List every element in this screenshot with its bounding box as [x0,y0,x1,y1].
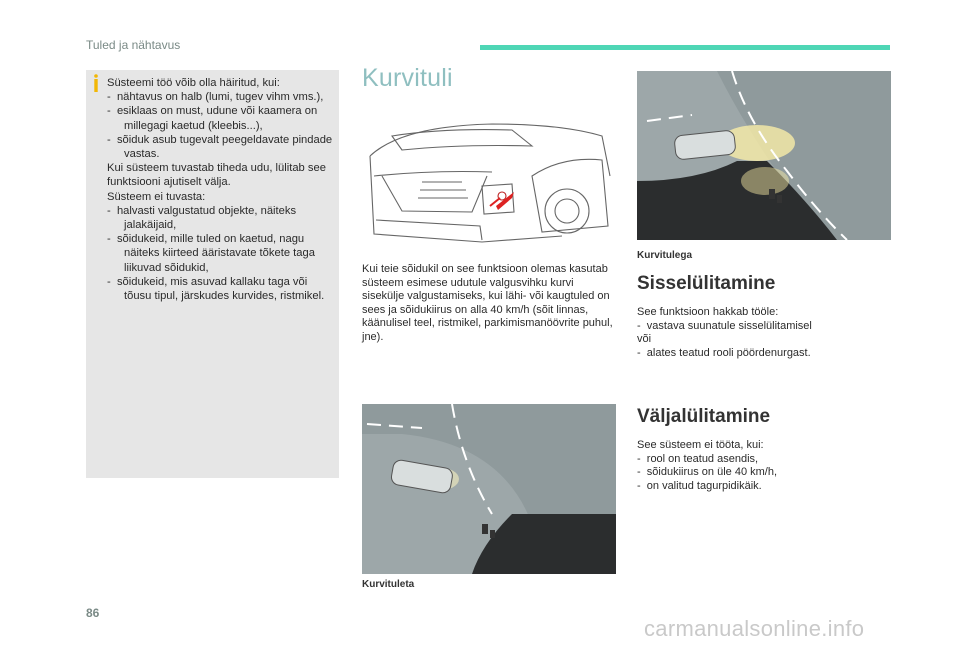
page-number: 86 [86,606,100,620]
watermark: carmanualsonline.info [644,616,865,641]
switch-off-item: - on valitud tagurpidikäik. [637,479,762,492]
switch-off-intro: See süsteem ei tööta, kui: [637,439,764,451]
section-title: Tuled ja nähtavus [86,38,181,52]
switch-on-or: või [637,333,652,346]
note-intro-2: Süsteem ei tuvasta: [107,190,206,203]
page-title: Kurvituli [362,64,453,92]
switch-on-item: - alates teatud rooli pöördenurgast. [637,346,811,359]
note-intro: Süsteemi töö võib olla häiritud, kui: [107,77,280,89]
note-item: - halvasti valgustatud objekte, näiteks jalakäijaid, [107,204,297,232]
switch-off-item: - sõidukiirus on üle 40 km/h, [637,466,778,479]
heading-switch-off: Väljalülitamine [637,406,771,427]
info-icon [92,74,100,92]
info-note-text [107,76,333,303]
car-front-illustration [362,116,616,248]
switch-off-body [637,439,893,493]
note-middle: Kui süsteem tuvastab tiheda udu, lülitab see funktsiooni ajutiselt välja. [107,162,326,189]
main-paragraph: Kui teie sõidukil on see funktsioon olemas kasutab süsteem esimese udutule valgusvihku kurvi sisekülje valgustamiseks, kui lähi- või kaugtuled on sees ja sõidukiirus on alla 40 km/h (sõit linnas, käänulisel teel, ristmikel, parkimismanöövrite puhul, jne). [362,263,613,343]
switch-on-body [637,306,893,360]
switch-on-intro: See funktsioon hakkab tööle: [637,306,779,318]
road-illustration-without-cornering-light [362,404,616,574]
note-item: - sõiduk asub tugevalt peegeldavate pindade vastas. [107,133,333,161]
note-item: - sõidukeid, mille tuled on kaetud, nagu näiteks kiirteed ääristavate tõkete taga liikuvad sõidukid, [107,233,315,274]
caption-without: Kurvituleta [362,579,415,590]
caption-with: Kurvitulega [637,250,693,261]
heading-switch-on: Sisselülitamine [637,273,776,294]
switch-on-item: - vastava suunatule sisselülitamisel [637,319,812,332]
note-item: - sõidukeid, mis asuvad kallaku taga või tõusu tipul, järskudes kurvides, ristmikel. [107,275,325,303]
note-item: - esiklaas on must, udune või kaamera on millegagi kaetud (kleebis...), [107,105,318,132]
road-illustration-with-cornering-light [637,71,891,240]
switch-off-item: - rool on teatud asendis, [637,452,759,465]
section-accent-bar [480,45,890,50]
note-item: - nähtavus on halb (lumi, tugev vihm vms.), [107,91,324,104]
